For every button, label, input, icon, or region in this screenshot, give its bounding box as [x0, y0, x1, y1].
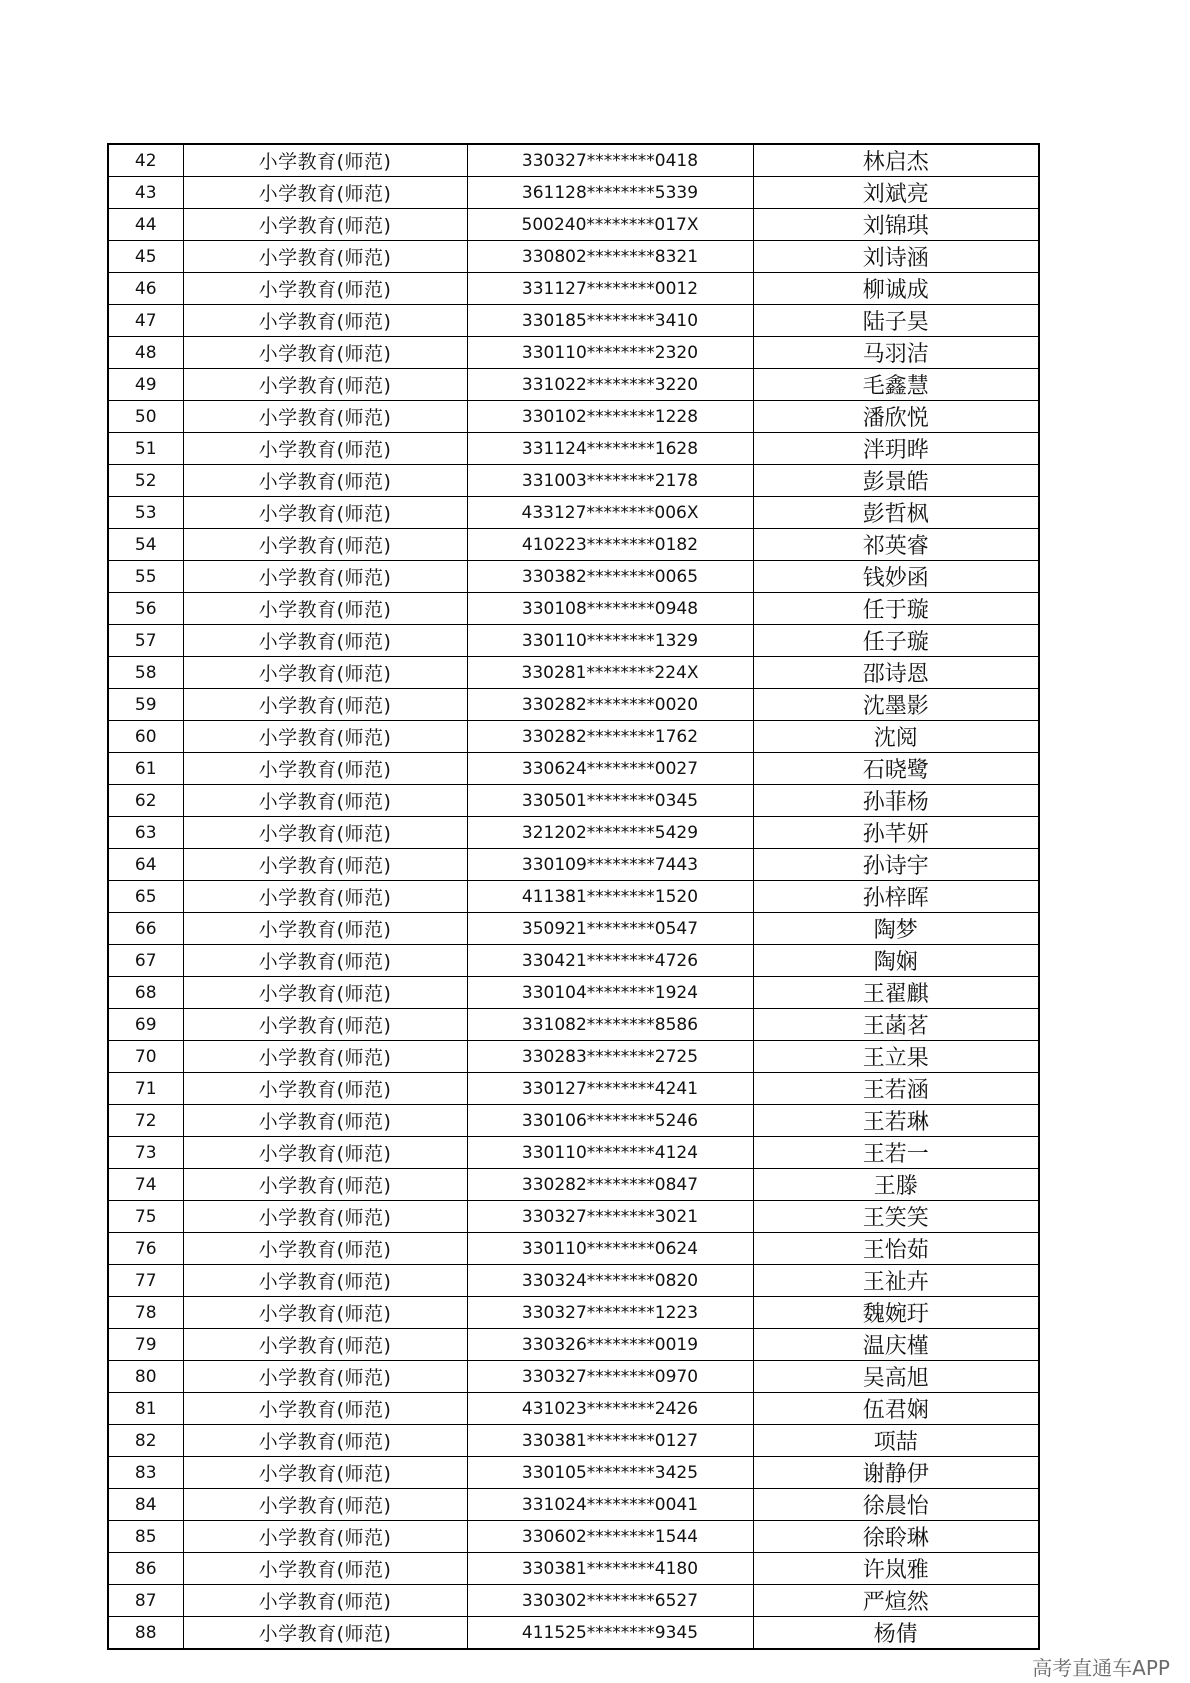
table-row: [108, 433, 1039, 465]
student-name-cell: 任于璇: [753, 593, 1039, 625]
major-cell: 小学教育(师范): [183, 401, 467, 433]
row-number-cell: 78: [108, 1297, 183, 1329]
major-cell: 小学教育(师范): [183, 1617, 467, 1650]
table-row: [108, 1457, 1039, 1489]
row-number-cell: 46: [108, 273, 183, 305]
row-number-cell: 76: [108, 1233, 183, 1265]
row-number-cell: 71: [108, 1073, 183, 1105]
table-row: [108, 209, 1039, 241]
table-row: [108, 1009, 1039, 1041]
major-cell: 小学教育(师范): [183, 945, 467, 977]
id-number-cell: 330326********0019: [467, 1329, 753, 1361]
major-cell: 小学教育(师范): [183, 817, 467, 849]
student-name-cell: 林启杰: [753, 144, 1039, 177]
student-name-cell: 杨倩: [753, 1617, 1039, 1650]
major-cell: 小学教育(师范): [183, 913, 467, 945]
id-number-cell: 330282********1762: [467, 721, 753, 753]
row-number-cell: 70: [108, 1041, 183, 1073]
id-number-cell: 330106********5246: [467, 1105, 753, 1137]
major-cell: 小学教育(师范): [183, 1553, 467, 1585]
row-number-cell: 58: [108, 657, 183, 689]
row-number-cell: 65: [108, 881, 183, 913]
table-row: [108, 305, 1039, 337]
table-row: [108, 1425, 1039, 1457]
major-cell: 小学教育(师范): [183, 721, 467, 753]
id-number-cell: 330381********0127: [467, 1425, 753, 1457]
major-cell: 小学教育(师范): [183, 1201, 467, 1233]
student-name-cell: 王若一: [753, 1137, 1039, 1169]
table-row: [108, 337, 1039, 369]
row-number-cell: 62: [108, 785, 183, 817]
id-number-cell: 330327********1223: [467, 1297, 753, 1329]
student-name-cell: 王若涵: [753, 1073, 1039, 1105]
id-number-cell: 431023********2426: [467, 1393, 753, 1425]
id-number-cell: 330602********1544: [467, 1521, 753, 1553]
row-number-cell: 72: [108, 1105, 183, 1137]
id-number-cell: 331022********3220: [467, 369, 753, 401]
row-number-cell: 74: [108, 1169, 183, 1201]
student-name-cell: 严煊然: [753, 1585, 1039, 1617]
student-name-cell: 泮玥晔: [753, 433, 1039, 465]
student-name-cell: 谢静伊: [753, 1457, 1039, 1489]
row-number-cell: 55: [108, 561, 183, 593]
table-row: [108, 1233, 1039, 1265]
id-number-cell: 330105********3425: [467, 1457, 753, 1489]
major-cell: 小学教育(师范): [183, 1521, 467, 1553]
table-row: [108, 945, 1039, 977]
row-number-cell: 81: [108, 1393, 183, 1425]
table-row: [108, 1169, 1039, 1201]
id-number-cell: 331024********0041: [467, 1489, 753, 1521]
major-cell: 小学教育(师范): [183, 849, 467, 881]
row-number-cell: 86: [108, 1553, 183, 1585]
student-name-cell: 伍君娴: [753, 1393, 1039, 1425]
row-number-cell: 52: [108, 465, 183, 497]
id-number-cell: 330327********0970: [467, 1361, 753, 1393]
student-name-cell: 孙菲杨: [753, 785, 1039, 817]
table-row: [108, 1393, 1039, 1425]
student-name-cell: 刘锦琪: [753, 209, 1039, 241]
student-name-cell: 刘诗涵: [753, 241, 1039, 273]
major-cell: 小学教育(师范): [183, 465, 467, 497]
id-number-cell: 330302********6527: [467, 1585, 753, 1617]
table-row: [108, 241, 1039, 273]
id-number-cell: 331127********0012: [467, 273, 753, 305]
table-row: [108, 881, 1039, 913]
major-cell: 小学教育(师范): [183, 1329, 467, 1361]
major-cell: 小学教育(师范): [183, 753, 467, 785]
table-row: [108, 753, 1039, 785]
student-name-cell: 王若琳: [753, 1105, 1039, 1137]
table-row: [108, 625, 1039, 657]
table-row: [108, 1585, 1039, 1617]
row-number-cell: 69: [108, 1009, 183, 1041]
major-cell: 小学教育(师范): [183, 561, 467, 593]
student-name-cell: 邵诗恩: [753, 657, 1039, 689]
id-number-cell: 330110********2320: [467, 337, 753, 369]
row-number-cell: 82: [108, 1425, 183, 1457]
row-number-cell: 87: [108, 1585, 183, 1617]
id-number-cell: 410223********0182: [467, 529, 753, 561]
row-number-cell: 51: [108, 433, 183, 465]
major-cell: 小学教育(师范): [183, 1489, 467, 1521]
id-number-cell: 330501********0345: [467, 785, 753, 817]
major-cell: 小学教育(师范): [183, 1105, 467, 1137]
major-cell: 小学教育(师范): [183, 369, 467, 401]
student-name-cell: 刘斌亮: [753, 177, 1039, 209]
major-cell: 小学教育(师范): [183, 1041, 467, 1073]
student-name-cell: 温庆槿: [753, 1329, 1039, 1361]
major-cell: 小学教育(师范): [183, 1137, 467, 1169]
row-number-cell: 61: [108, 753, 183, 785]
row-number-cell: 45: [108, 241, 183, 273]
student-name-cell: 孙梓晖: [753, 881, 1039, 913]
student-name-cell: 王立果: [753, 1041, 1039, 1073]
major-cell: 小学教育(师范): [183, 1073, 467, 1105]
major-cell: 小学教育(师范): [183, 1297, 467, 1329]
major-cell: 小学教育(师范): [183, 1233, 467, 1265]
student-name-cell: 祁英睿: [753, 529, 1039, 561]
major-cell: 小学教育(师范): [183, 785, 467, 817]
id-number-cell: 330282********0020: [467, 689, 753, 721]
student-name-cell: 王怡茹: [753, 1233, 1039, 1265]
table-row: [108, 593, 1039, 625]
row-number-cell: 66: [108, 913, 183, 945]
row-number-cell: 68: [108, 977, 183, 1009]
table-row: [108, 1521, 1039, 1553]
major-cell: 小学教育(师范): [183, 305, 467, 337]
id-number-cell: 361128********5339: [467, 177, 753, 209]
major-cell: 小学教育(师范): [183, 977, 467, 1009]
major-cell: 小学教育(师范): [183, 241, 467, 273]
id-number-cell: 330802********8321: [467, 241, 753, 273]
row-number-cell: 42: [108, 144, 183, 177]
id-number-cell: 500240********017X: [467, 209, 753, 241]
major-cell: 小学教育(师范): [183, 1457, 467, 1489]
student-name-cell: 石晓鹭: [753, 753, 1039, 785]
table-row: [108, 785, 1039, 817]
student-name-cell: 魏婉玗: [753, 1297, 1039, 1329]
table-row: [108, 497, 1039, 529]
table-row: [108, 689, 1039, 721]
major-cell: 小学教育(师范): [183, 593, 467, 625]
major-cell: 小学教育(师范): [183, 1361, 467, 1393]
major-cell: 小学教育(师范): [183, 144, 467, 177]
major-cell: 小学教育(师范): [183, 209, 467, 241]
id-number-cell: 330283********2725: [467, 1041, 753, 1073]
student-name-cell: 许岚雅: [753, 1553, 1039, 1585]
student-roster-table: [107, 143, 1040, 1650]
id-number-cell: 321202********5429: [467, 817, 753, 849]
row-number-cell: 57: [108, 625, 183, 657]
table-row: [108, 913, 1039, 945]
id-number-cell: 330281********224X: [467, 657, 753, 689]
major-cell: 小学教育(师范): [183, 1585, 467, 1617]
row-number-cell: 56: [108, 593, 183, 625]
table-row: [108, 977, 1039, 1009]
id-number-cell: 411381********1520: [467, 881, 753, 913]
major-cell: 小学教育(师范): [183, 881, 467, 913]
table-row: [108, 369, 1039, 401]
table-row: [108, 657, 1039, 689]
row-number-cell: 80: [108, 1361, 183, 1393]
student-name-cell: 王笑笑: [753, 1201, 1039, 1233]
id-number-cell: 330110********0624: [467, 1233, 753, 1265]
table-row: [108, 529, 1039, 561]
table-row: [108, 817, 1039, 849]
row-number-cell: 44: [108, 209, 183, 241]
table-row: [108, 1489, 1039, 1521]
student-name-cell: 孙诗宇: [753, 849, 1039, 881]
table-row: [108, 1361, 1039, 1393]
table-row: [108, 1265, 1039, 1297]
row-number-cell: 73: [108, 1137, 183, 1169]
row-number-cell: 63: [108, 817, 183, 849]
major-cell: 小学教育(师范): [183, 625, 467, 657]
table-row: [108, 1553, 1039, 1585]
table-row: [108, 273, 1039, 305]
row-number-cell: 83: [108, 1457, 183, 1489]
student-name-cell: 沈墨影: [753, 689, 1039, 721]
id-number-cell: 433127********006X: [467, 497, 753, 529]
table-row: [108, 1617, 1039, 1650]
student-name-cell: 王翟麒: [753, 977, 1039, 1009]
student-name-cell: 柳诚成: [753, 273, 1039, 305]
student-name-cell: 项喆: [753, 1425, 1039, 1457]
table-row: [108, 1041, 1039, 1073]
id-number-cell: 331003********2178: [467, 465, 753, 497]
major-cell: 小学教育(师范): [183, 1009, 467, 1041]
table-row: [108, 721, 1039, 753]
table-row: [108, 561, 1039, 593]
id-number-cell: 330110********4124: [467, 1137, 753, 1169]
id-number-cell: 330127********4241: [467, 1073, 753, 1105]
row-number-cell: 50: [108, 401, 183, 433]
watermark-text: 高考直通车APP: [1032, 1656, 1170, 1680]
major-cell: 小学教育(师范): [183, 1425, 467, 1457]
student-name-cell: 陶娴: [753, 945, 1039, 977]
major-cell: 小学教育(师范): [183, 337, 467, 369]
id-number-cell: 330109********7443: [467, 849, 753, 881]
student-name-cell: 陶梦: [753, 913, 1039, 945]
row-number-cell: 84: [108, 1489, 183, 1521]
table-row: [108, 465, 1039, 497]
student-name-cell: 徐聆琳: [753, 1521, 1039, 1553]
id-number-cell: 330282********0847: [467, 1169, 753, 1201]
id-number-cell: 330102********1228: [467, 401, 753, 433]
table-row: [108, 401, 1039, 433]
id-number-cell: 331082********8586: [467, 1009, 753, 1041]
student-name-cell: 钱妙函: [753, 561, 1039, 593]
major-cell: 小学教育(师范): [183, 689, 467, 721]
row-number-cell: 53: [108, 497, 183, 529]
student-name-cell: 陆子昊: [753, 305, 1039, 337]
student-name-cell: 徐晨怡: [753, 1489, 1039, 1521]
id-number-cell: 331124********1628: [467, 433, 753, 465]
major-cell: 小学教育(师范): [183, 1169, 467, 1201]
major-cell: 小学教育(师范): [183, 1265, 467, 1297]
row-number-cell: 43: [108, 177, 183, 209]
major-cell: 小学教育(师范): [183, 433, 467, 465]
student-name-cell: 沈阅: [753, 721, 1039, 753]
row-number-cell: 88: [108, 1617, 183, 1650]
row-number-cell: 54: [108, 529, 183, 561]
roster-body: [108, 144, 1039, 1649]
id-number-cell: 350921********0547: [467, 913, 753, 945]
row-number-cell: 60: [108, 721, 183, 753]
id-number-cell: 330108********0948: [467, 593, 753, 625]
id-number-cell: 330381********4180: [467, 1553, 753, 1585]
table-row: [108, 849, 1039, 881]
row-number-cell: 47: [108, 305, 183, 337]
row-number-cell: 85: [108, 1521, 183, 1553]
row-number-cell: 79: [108, 1329, 183, 1361]
table-row: [108, 1073, 1039, 1105]
row-number-cell: 48: [108, 337, 183, 369]
id-number-cell: 330104********1924: [467, 977, 753, 1009]
major-cell: 小学教育(师范): [183, 177, 467, 209]
row-number-cell: 67: [108, 945, 183, 977]
id-number-cell: 330110********1329: [467, 625, 753, 657]
id-number-cell: 330185********3410: [467, 305, 753, 337]
table-row: [108, 177, 1039, 209]
id-number-cell: 330382********0065: [467, 561, 753, 593]
row-number-cell: 75: [108, 1201, 183, 1233]
student-name-cell: 潘欣悦: [753, 401, 1039, 433]
id-number-cell: 330324********0820: [467, 1265, 753, 1297]
student-name-cell: 王菡茗: [753, 1009, 1039, 1041]
table-row: [108, 144, 1039, 177]
id-number-cell: 411525********9345: [467, 1617, 753, 1650]
student-name-cell: 王滕: [753, 1169, 1039, 1201]
id-number-cell: 330624********0027: [467, 753, 753, 785]
table-row: [108, 1329, 1039, 1361]
table-row: [108, 1297, 1039, 1329]
row-number-cell: 49: [108, 369, 183, 401]
student-name-cell: 吴高旭: [753, 1361, 1039, 1393]
student-name-cell: 孙芊妍: [753, 817, 1039, 849]
row-number-cell: 77: [108, 1265, 183, 1297]
major-cell: 小学教育(师范): [183, 1393, 467, 1425]
student-name-cell: 彭景皓: [753, 465, 1039, 497]
table-row: [108, 1201, 1039, 1233]
student-name-cell: 毛鑫慧: [753, 369, 1039, 401]
major-cell: 小学教育(师范): [183, 529, 467, 561]
table-row: [108, 1137, 1039, 1169]
major-cell: 小学教育(师范): [183, 497, 467, 529]
student-name-cell: 马羽洁: [753, 337, 1039, 369]
major-cell: 小学教育(师范): [183, 657, 467, 689]
student-name-cell: 王祉卉: [753, 1265, 1039, 1297]
student-name-cell: 彭哲枫: [753, 497, 1039, 529]
row-number-cell: 59: [108, 689, 183, 721]
row-number-cell: 64: [108, 849, 183, 881]
id-number-cell: 330327********3021: [467, 1201, 753, 1233]
student-name-cell: 任子璇: [753, 625, 1039, 657]
major-cell: 小学教育(师范): [183, 273, 467, 305]
id-number-cell: 330421********4726: [467, 945, 753, 977]
table-row: [108, 1105, 1039, 1137]
id-number-cell: 330327********0418: [467, 144, 753, 177]
